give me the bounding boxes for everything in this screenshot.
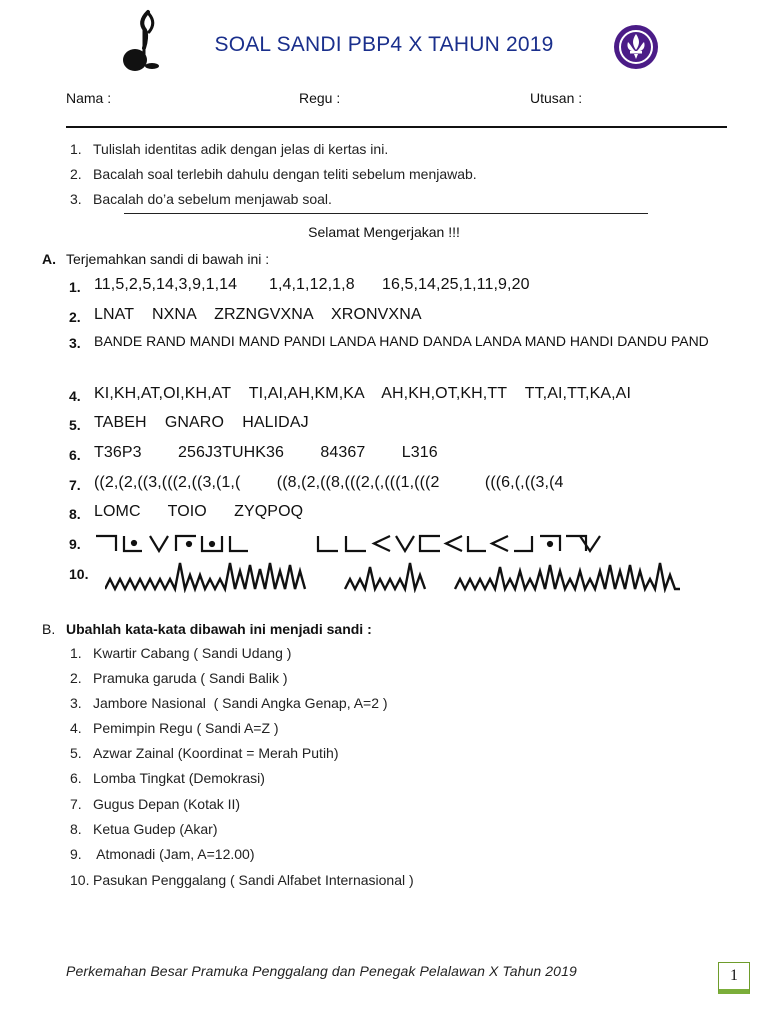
page-title: SOAL SANDI PBP4 X TAHUN 2019 <box>214 33 554 56</box>
list-item: 5. Azwar Zainal (Koordinat = Merah Putih) <box>70 745 339 761</box>
instruction-item: 1. Tulislah identitas adik dengan jelas di kertas ini. <box>70 141 389 157</box>
question-number: 10. <box>69 566 89 582</box>
list-item: 1. Kwartir Cabang ( Sandi Udang ) <box>70 645 292 661</box>
rumput-symbol-icon <box>105 557 685 593</box>
cipher-question: LOMC TOIO ZYQPOQ <box>94 503 304 520</box>
list-item: 2. Pramuka garuda ( Sandi Balik ) <box>70 670 288 686</box>
list-item: 9. Atmonadi (Jam, A=12.00) <box>70 846 255 862</box>
divider-line <box>124 213 648 214</box>
list-item: 6. Lomba Tingkat (Demokrasi) <box>70 770 265 786</box>
kotak-symbol-icon <box>94 532 604 554</box>
question-number: 9. <box>69 536 81 552</box>
world-scout-emblem-icon <box>613 24 659 70</box>
utusan-label: Utusan : <box>530 90 583 106</box>
cipher-question: ((2,(2,((3,(((2,((3,(1,( ((8,(2,((8,(((2,(,(((1,(((2 (((6,(,((3,(4 <box>94 474 564 491</box>
list-item: 10. Pasukan Penggalang ( Sandi Alfabet Internasional ) <box>70 872 414 888</box>
regu-label: Regu : <box>299 90 341 106</box>
greeting-text: Selamat Mengerjakan !!! <box>308 224 460 240</box>
nama-label: Nama : <box>66 90 112 106</box>
question-number: 6. <box>69 447 81 463</box>
section-b-heading: B. Ubahlah kata-kata dibawah ini menjadi sandi : <box>42 621 372 637</box>
question-number: 4. <box>69 388 81 404</box>
section-a-heading: A. Terjemahkan sandi di bawah ini : <box>42 251 270 267</box>
cipher-question: LNAT NXNA ZRZNGVXNA XRONVXNA <box>94 306 422 323</box>
cipher-question: TABEH GNARO HALIDAJ <box>94 414 309 431</box>
question-number: 3. <box>69 335 81 351</box>
question-number: 8. <box>69 506 81 522</box>
question-number: 5. <box>69 417 81 433</box>
page-number: 1 <box>718 962 750 994</box>
instruction-item: 2. Bacalah soal terlebih dahulu dengan teliti sebelum menjawab. <box>70 166 477 182</box>
cipher-question: BANDE RAND MANDI MAND PANDI LANDA HAND DANDA LANDA MAND HANDI DANDU PAND <box>94 333 709 349</box>
question-number: 1. <box>69 279 81 295</box>
list-item: 4. Pemimpin Regu ( Sandi A=Z ) <box>70 720 279 736</box>
instruction-item: 3. Bacalah do’a sebelum menjawab soal. <box>70 191 332 207</box>
cipher-question: T36P3 256J3TUHK36 84367 L316 <box>94 444 438 461</box>
list-item: 7. Gugus Depan (Kotak II) <box>70 796 241 812</box>
footer-text: Perkemahan Besar Pramuka Penggalang dan Penegak Pelalawan X Tahun 2019 <box>66 963 577 979</box>
divider-line <box>66 126 727 128</box>
list-item: 3. Jambore Nasional ( Sandi Angka Genap, A=2 ) <box>70 695 388 711</box>
question-number: 7. <box>69 477 81 493</box>
question-number: 2. <box>69 309 81 325</box>
cipher-question: KI,KH,AT,OI,KH,AT TI,AI,AH,KM,KA AH,KH,OT,KH,TT TT,AI,TT,KA,AI <box>94 385 631 402</box>
cipher-question: 11,5,2,5,14,3,9,1,14 1,4,1,12,1,8 16,5,14,25,1,11,9,20 <box>94 276 530 293</box>
list-item: 8. Ketua Gudep (Akar) <box>70 821 218 837</box>
